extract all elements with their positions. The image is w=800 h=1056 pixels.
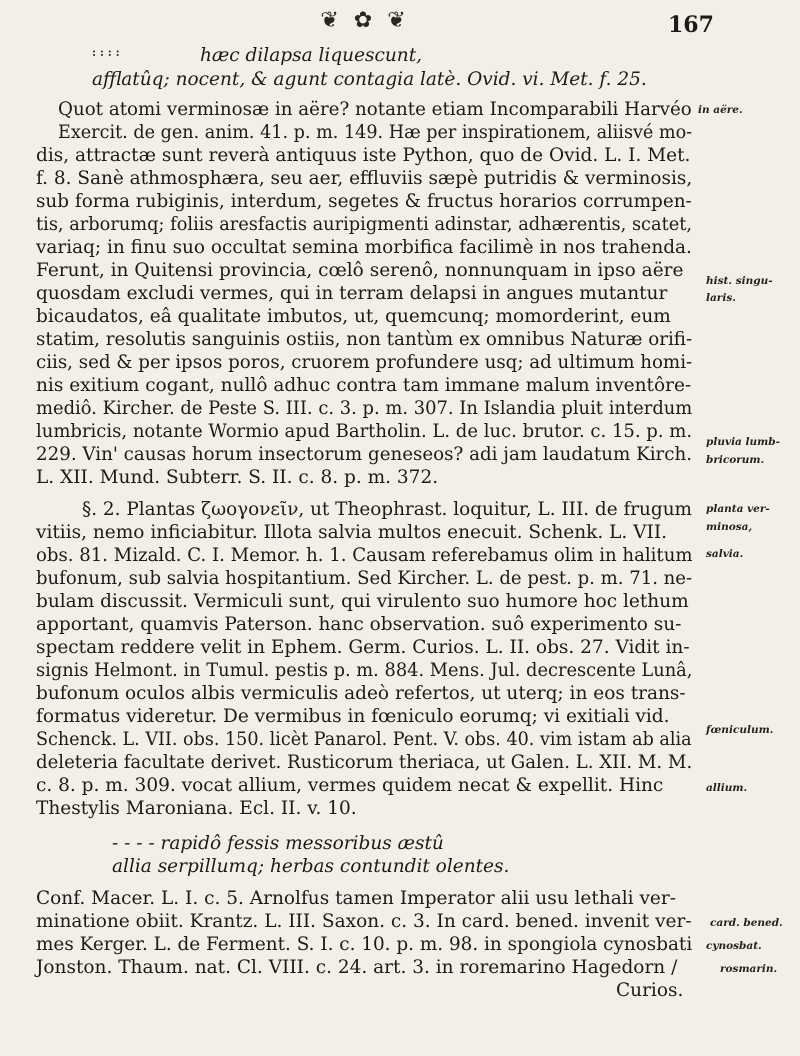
margin-note: fœniculum. [706,724,774,736]
text-line: minatione obiit. Krantz. L. III. Saxon. c. 3. In card. bened. invenit ver- [36,911,692,932]
faint-mark: : : : : [92,46,120,59]
text-line: deleteria facultate derivet. Rusticorum theriaca, ut Galen. L. XII. M. M. [36,752,693,773]
text-line: ciis, sed & per ipsos poros, cruorem profundere usq; ad ultimum homi- [36,352,693,373]
margin-note: allium. [706,782,748,794]
text-line: §. 2. Plantas ζωογονεῖν, ut Theophrast. loquitur, L. III. de frugum [82,499,693,520]
text-line: bulam discussit. Vermiculi sunt, qui virulento suo humore hoc lethum [36,591,689,612]
text-line: c. 8. p. m. 309. vocat allium, vermes quidem necat & expellit. Hinc [36,775,664,796]
text-line: signis Helmont. in Tumul. pestis p. m. 884. Mens. Jul. decrescente Lunâ, [36,660,693,681]
text-line: Quot atomi verminosæ in aëre? notante etiam Incomparabili Harvéo [58,99,692,120]
text-line: apportant, quamvis Paterson. hanc observation. suô experimento su- [36,614,682,635]
margin-note: card. bened. [710,917,783,929]
text-line: Ferunt, in Quitensi provincia, cœlô serenô, nonnunquam in ipso aëre [36,260,684,281]
text-line: dis, attractæ sunt reverà antiquus iste Python, quo de Ovid. L. I. Met. [36,145,691,166]
text-line: bicaudatos, eâ qualitate imbutos, ut, quemcunq; momorderint, eum [36,306,671,327]
text-line: Jonston. Thaum. nat. Cl. VIII. c. 24. art. 3. in roremarino Hagedorn / [36,957,678,978]
text-line: nis exitium cogant, nullô adhuc contra tam immane malum inventôre- [36,375,692,396]
margin-note: pluvia lumb- [706,436,780,448]
text-line: spectam reddere velit in Ephem. Germ. Curios. L. II. obs. 27. Vidit in- [36,637,690,658]
text-line: allia serpillumq; herbas contundit olentes. [112,856,510,877]
text-line: bufonum oculos albis vermiculis adeò refertos, ut uterq; in eos trans- [36,683,686,704]
margin-note: cynosbat. [706,940,762,952]
text-line: f. 8. Sanè athmosphæra, seu aer, effluviis sæpè putridis & verminosis, [36,168,693,189]
text-line: 229. Vin' causas horum insectorum geneseos? adi jam laudatum Kirch. [36,444,693,465]
text-line: - - - - rapidô fessis messoribus æstû [112,833,444,854]
margin-note: in aëre. [698,104,743,116]
text-line: sub forma rubiginis, interdum, segetes & fructus horarios corrumpen- [36,191,692,212]
text-line: quosdam excludi vermes, qui in terram delapsi in angues mutantur [36,283,668,304]
text-line: statim, resolutis sanguinis ostiis, non tantùm ex omnibus Naturæ orifi- [36,329,693,350]
text-line: Exercit. de gen. anim. 41. p. m. 149. Hæ per inspirationem, aliisvé mo- [58,122,693,143]
page-number: 167 [668,12,714,38]
text-line: variaq; in finu suo occultat semina morbifica facilimè in nos trahenda. [36,237,692,258]
margin-note: rosmarin. [720,963,778,975]
margin-note: hist. singu- [706,275,773,287]
text-line: lumbricis, notante Wormio apud Bartholin. L. de luc. brutor. c. 15. p. m. [36,421,693,442]
text-line: afflatûq; nocent, & agunt contagia latè. Ovid. vi. Met. f. 25. [92,69,647,90]
text-line: obs. 81. Mizald. C. I. Memor. h. 1. Causam referebamus olim in halitum [36,545,693,566]
text-line: mediô. Kircher. de Peste S. III. c. 3. p. m. 307. In Islandia pluit interdum [36,398,693,419]
header-ornament: ❦ ✿ ❦ [320,8,410,33]
margin-note: laris. [706,292,736,304]
text-line: bufonum, sub salvia hospitantium. Sed Kircher. L. de pest. p. m. 71. ne- [36,568,693,589]
text-line: Schenck. L. VII. obs. 150. licèt Panarol. Pent. V. obs. 40. vim istam ab alia [36,729,692,750]
margin-note: bricorum. [706,454,765,466]
margin-note: salvia. [706,548,744,560]
text-line: Conf. Macer. L. I. c. 5. Arnolfus tamen Imperator alii usu lethali ver- [36,888,676,909]
text-line: vitiis, nemo inficiabitur. Illota salvia multos enecuit. Schenk. L. VII. [36,522,668,543]
margin-note: minosa, [706,521,753,533]
text-line: formatus videretur. De vermibus in fœniculo eorumq; vi exitiali vid. [36,706,670,727]
text-line: L. XII. Mund. Subterr. S. II. c. 8. p. m. 372. [36,467,439,488]
text-line: hæc dilapsa liquescunt, [200,45,423,66]
text-line: Thestylis Maroniana. Ecl. II. v. 10. [36,798,357,819]
text-line: mes Kerger. L. de Ferment. S. I. c. 10. p. m. 98. in spongiola cynosbati [36,934,693,955]
text-line: Curios. [616,980,684,1001]
text-line: tis, arborumq; foliis aresfactis auripigmenti adinstar, adhærentis, scatet, [36,214,693,235]
margin-note: planta ver- [706,503,770,515]
